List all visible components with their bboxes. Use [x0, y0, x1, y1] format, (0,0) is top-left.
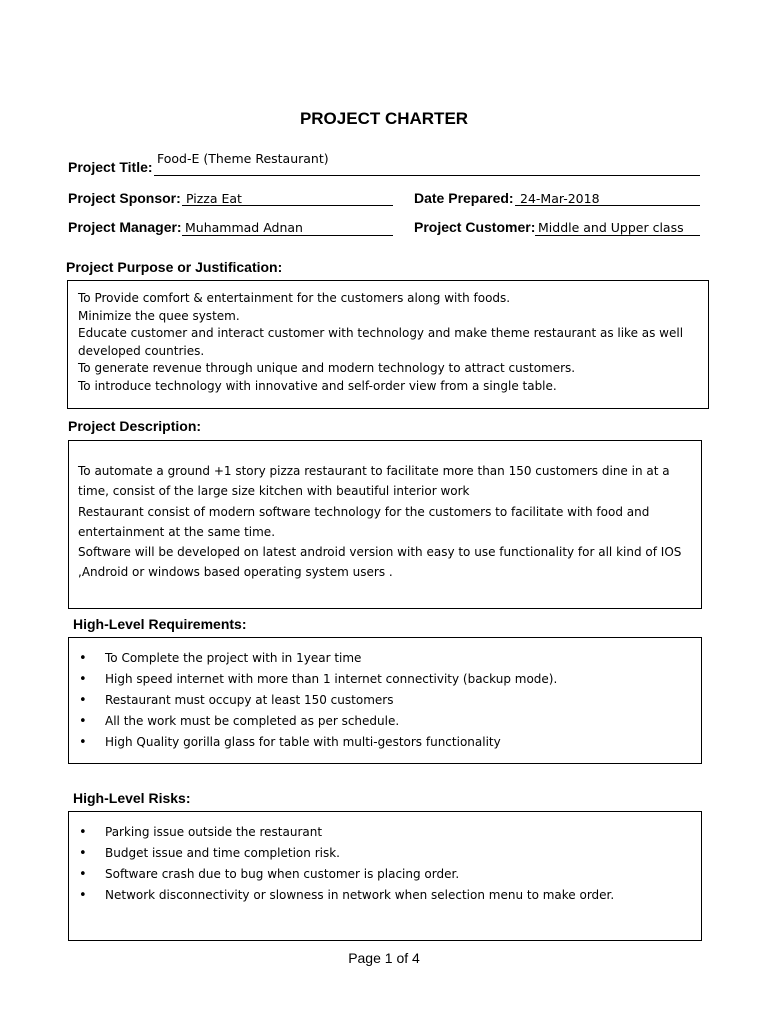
description-heading: Project Description:	[68, 418, 202, 434]
date-prepared-underline	[515, 205, 700, 206]
project-title-value: Food-E (Theme Restaurant)	[157, 151, 329, 166]
document-title: PROJECT CHARTER	[299, 109, 469, 128]
project-sponsor-underline	[182, 205, 393, 206]
project-customer-value: Middle and Upper class	[538, 220, 684, 235]
page-number: Page 1 of 4	[348, 950, 420, 966]
risks-heading: High-Level Risks:	[73, 790, 191, 806]
risk-item: • Network disconnectivity or slowness in network when selection menu to make order.	[73, 885, 697, 906]
project-sponsor-label: Project Sponsor:	[68, 190, 181, 206]
purpose-line: Minimize the quee system.	[78, 308, 240, 323]
requirement-item: • All the work must be completed as per schedule.	[73, 711, 697, 732]
requirement-item: • Restaurant must occupy at least 150 customers	[73, 690, 697, 711]
description-box	[68, 440, 702, 609]
risk-item: • Budget issue and time completion risk.	[73, 843, 697, 864]
risk-item: • Software crash due to bug when customer is placing order.	[73, 864, 697, 885]
project-manager-underline	[182, 235, 393, 236]
purpose-heading: Project Purpose or Justification:	[66, 259, 283, 275]
project-customer-label: Project Customer:	[414, 219, 536, 235]
date-prepared-label: Date Prepared:	[414, 190, 514, 206]
project-title-label: Project Title:	[68, 159, 153, 175]
description-line: Restaurant consist of modern software technology for the customers to facilitate with food and entertainment at the same time.	[78, 504, 650, 539]
purpose-box	[67, 280, 709, 409]
description-line: Software will be developed on latest android version with easy to use functionality for all kind of IOS ,Android or windows based operating system users .	[78, 545, 682, 580]
project-manager-value: Muhammad Adnan	[185, 220, 303, 235]
project-customer-underline	[535, 235, 700, 236]
project-sponsor-value: Pizza Eat	[186, 191, 242, 206]
risk-item: • Parking issue outside the restaurant	[73, 822, 697, 843]
requirements-box	[68, 637, 702, 764]
purpose-line: To generate revenue through unique and modern technology to attract customers.	[78, 361, 576, 375]
risks-box	[68, 811, 702, 941]
requirement-item: • High speed internet with more than 1 internet connectivity (backup mode).	[73, 669, 697, 690]
purpose-line: To Provide comfort & entertainment for the customers along with foods.	[78, 291, 511, 305]
purpose-line: Educate customer and interact customer with technology and make theme restaurant as like as well developed countries.	[78, 326, 684, 358]
project-manager-label: Project Manager:	[68, 219, 182, 235]
requirement-item: • High Quality gorilla glass for table with multi-gestors functionality	[73, 732, 697, 753]
requirement-item: • To Complete the project with in 1year time	[73, 648, 697, 669]
requirements-heading: High-Level Requirements:	[73, 616, 247, 632]
date-prepared-value: 24-Mar-2018	[520, 191, 600, 206]
description-line: To automate a ground +1 story pizza restaurant to facilitate more than 150 customers dine in at a time, consist of the large size kitchen with beautiful interior work	[78, 464, 670, 499]
project-title-underline	[154, 175, 700, 176]
purpose-line: To introduce technology with innovative and self-order view from a single table.	[78, 378, 557, 393]
